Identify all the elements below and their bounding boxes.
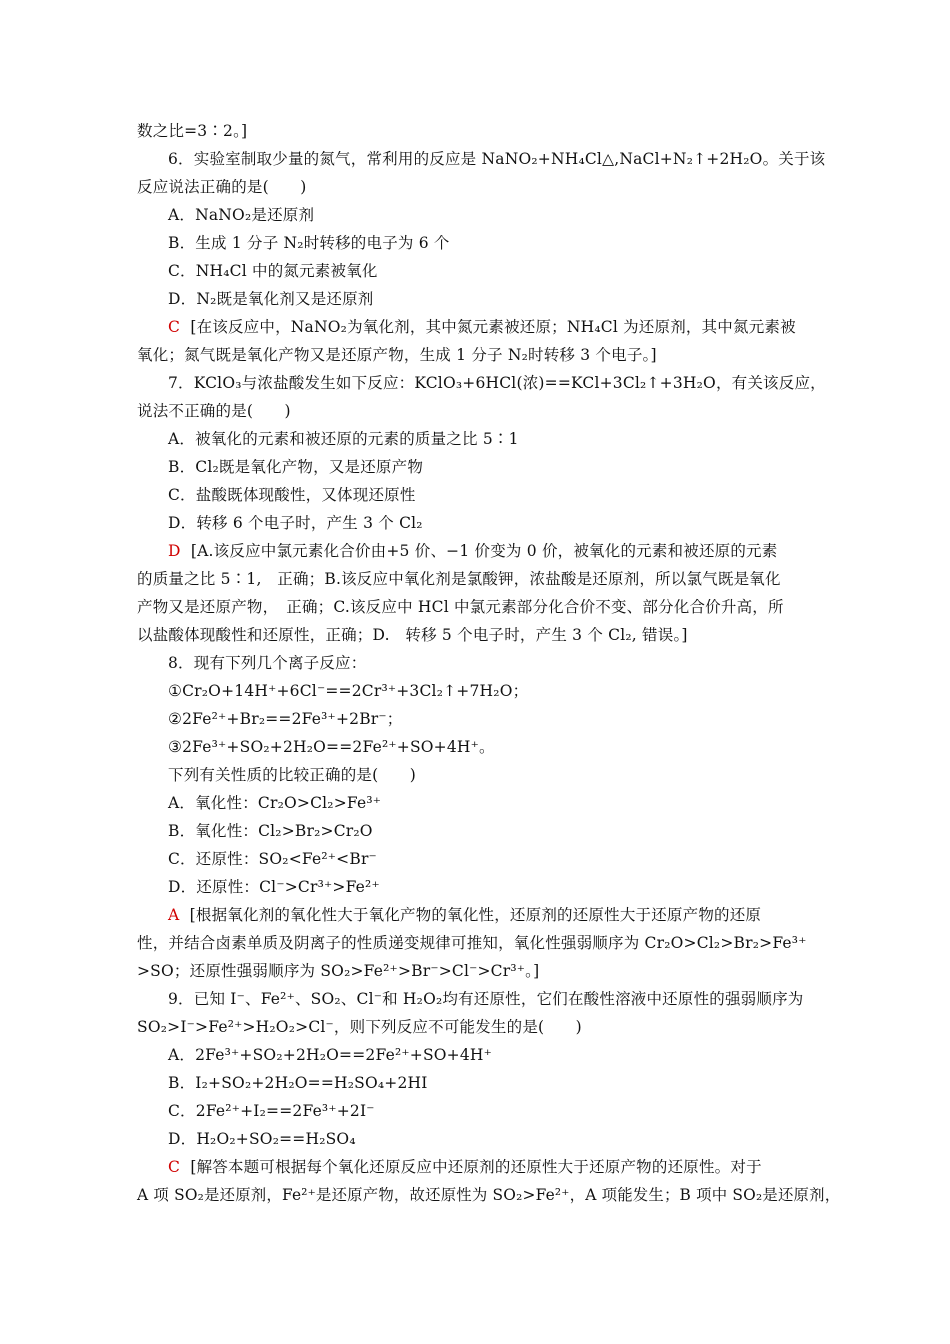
text-line: >SO；还原性强弱顺序为 SO₂>Fe²⁺>Br⁻>Cl⁻>Cr³⁺。]	[137, 962, 540, 980]
reaction-3: ③2Fe³⁺+SO₂+2H₂O==2Fe²⁺+SO+4H⁺。	[168, 738, 495, 756]
question-8-stem: 8．现有下列几个离子反应：	[168, 654, 367, 672]
explanation-text: [在该反应中，NaNO₂为氧化剂，其中氮元素被还原；NH₄Cl 为还原剂，其中氮元素被	[190, 318, 796, 336]
text-line: 的质量之比 5∶1, 正确；B.该反应中氧化剂是氯酸钾，浓盐酸是还原剂，所以氯气既是氧化	[137, 570, 781, 588]
answer-letter: A	[168, 906, 180, 924]
option-d: D．H₂O₂+SO₂==H₂SO₄	[168, 1130, 356, 1148]
explanation-text: [解答本题可根据每个氧化还原反应中还原剂的还原性大于还原产物的还原性。对于	[190, 1158, 762, 1176]
option-d: D．N₂既是氧化剂又是还原剂	[168, 290, 374, 308]
reaction-2: ②2Fe²⁺+Br₂==2Fe³⁺+2Br⁻；	[168, 710, 403, 728]
option-c: C．盐酸既体现酸性，又体现还原性	[168, 486, 416, 504]
answer-line	[168, 317, 796, 337]
text-line: SO₂>I⁻>Fe²⁺>H₂O₂>Cl⁻，则下列反应不可能发生的是( )	[137, 1018, 582, 1036]
answer-line	[168, 905, 761, 925]
option-a: A．被氧化的元素和被还原的元素的质量之比 5∶1	[168, 430, 519, 448]
explanation-text: [根据氧化剂的氧化性大于氧化产物的氧化性，还原剂的还原性大于还原产物的还原	[189, 906, 762, 924]
text-line: 以盐酸体现酸性和还原性，正确；D. 转移 5 个电子时，产生 3 个 Cl₂, 错误。]	[137, 626, 688, 644]
explanation-text: [A.该反应中氯元素化合价由+5 价、−1 价变为 0 价，被氧化的元素和被还原的元素	[190, 542, 778, 560]
option-b: B．生成 1 分子 N₂时转移的电子为 6 个	[168, 234, 450, 252]
option-b: B．I₂+SO₂+2H₂O==H₂SO₄+2HI	[168, 1074, 428, 1092]
reaction-1: ①Cr₂O+14H⁺+6Cl⁻==2Cr³⁺+3Cl₂↑+7H₂O；	[168, 682, 529, 700]
answer-letter: C	[168, 318, 181, 336]
option-b: B．Cl₂既是氧化产物，又是还原产物	[168, 458, 424, 476]
option-c: C．还原性：SO₂<Fe²⁺<Br⁻	[168, 850, 377, 868]
option-c: C．NH₄Cl 中的氮元素被氧化	[168, 262, 378, 280]
answer-line	[168, 1157, 762, 1177]
text-line: 性，并结合卤素单质及阴离子的性质递变规律可推知，氧化性强弱顺序为 Cr₂O>Cl₂>Br₂>Fe³⁺	[137, 934, 807, 952]
question-7-stem: 7．KClO₃与浓盐酸发生如下反应：KClO₃+6HCl(浓)==KCl+3Cl₂↑+3H₂O，有关该反应，	[168, 374, 826, 392]
option-a: A．NaNO₂是还原剂	[168, 206, 315, 224]
text-line: 数之比=3∶2。]	[137, 122, 248, 140]
option-c: C．2Fe²⁺+I₂==2Fe³⁺+2I⁻	[168, 1102, 375, 1120]
answer-letter: D	[168, 542, 181, 560]
text-line: A 项 SO₂是还原剂，Fe²⁺是还原产物，故还原性为 SO₂>Fe²⁺，A 项能发生；B 项中 SO₂是还原剂，	[137, 1186, 841, 1204]
option-a: A．氧化性：Cr₂O>Cl₂>Fe³⁺	[168, 794, 382, 812]
text-line: 氧化；氮气既是氧化产物又是还原产物，生成 1 分子 N₂时转移 3 个电子。]	[137, 346, 657, 364]
option-d: D．转移 6 个电子时，产生 3 个 Cl₂	[168, 514, 423, 532]
option-b: B．氧化性：Cl₂>Br₂>Cr₂O	[168, 822, 373, 840]
answer-letter: C	[168, 1158, 181, 1176]
text-line: 说法不正确的是( )	[137, 402, 291, 420]
option-d: D．还原性：Cl⁻>Cr³⁺>Fe²⁺	[168, 878, 380, 896]
text-line: 产物又是还原产物， 正确；C.该反应中 HCl 中氯元素部分化合价不变、部分化合价升高，所	[137, 598, 784, 616]
text-line: 下列有关性质的比较正确的是( )	[168, 766, 416, 784]
answer-line	[168, 541, 777, 561]
text-line: 反应说法正确的是( )	[137, 178, 307, 196]
option-a: A．2Fe³⁺+SO₂+2H₂O==2Fe²⁺+SO+4H⁺	[168, 1046, 493, 1064]
question-6-stem: 6．实验室制取少量的氮气，常利用的反应是 NaNO₂+NH₄Cl△,NaCl+N₂↑+2H₂O。关于该	[168, 150, 826, 168]
question-9-stem: 9．已知 I⁻、Fe²⁺、SO₂、Cl⁻和 H₂O₂均有还原性，它们在酸性溶液中还原性的强弱顺序为	[168, 990, 804, 1008]
